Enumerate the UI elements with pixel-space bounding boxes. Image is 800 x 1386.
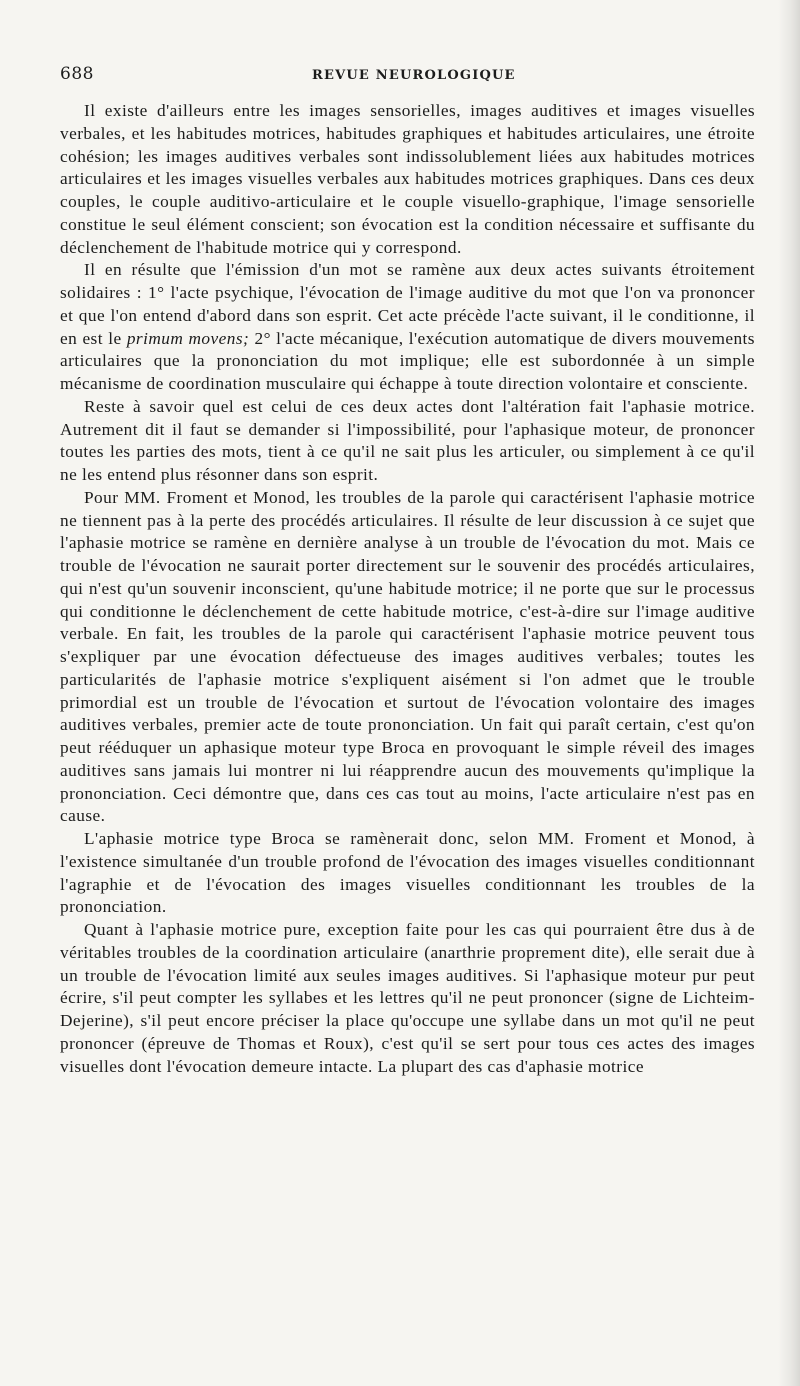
paragraph: L'aphasie motrice type Broca se ramènerait donc, selon MM. Froment et Monod, à l'existence simultanée d'un trouble profond de l'évocation des images visuelles conditionnant l'agraphie et de l'évocation des images visuelles conditionnant les troubles de la prononciation. [60,829,755,917]
page-edge-shadow [778,0,800,1386]
paragraph: Quant à l'aphasie motrice pure, exception faite pour les cas qui pourraient être dus à de véritables troubles de la coordination articulaire (anarthrie proprement dite), elle serait due à un trouble de l'évocation limité aux seules images auditives. Si l'aphasique moteur pur peut écrire, s'il peut compter les syllabes et les lettres qu'il ne peut prononcer (signe de Lichteim-Dejerine), s'il peut encore préciser la place qu'occupe une syllabe dans un mot qu'il ne peut prononcer (épreuve de Thomas et Roux), c'est qu'il se sert pour tous ces actes des images visuelles dont l'évocation demeure intacte. La plupart des cas d'aphasie motrice [60,920,755,1076]
paragraph: Pour MM. Froment et Monod, les troubles de la parole qui caractérisent l'aphasie motrice ne tiennent pas à la perte des procédés articulaires. Il résulte de leur discussion à ce sujet que l'aphasie motrice se ramène en dernière analyse à un trouble de l'évocation du mot. Mais ce trouble de l'évocation ne saurait porter directement sur le souvenir des procédés articulaires, qui n'est qu'un souvenir inconscient, qu'une habitude motrice; il ne porte que sur le processus qui conditionne le déclenchement de cette habitude motrice, c'est-à-dire sur l'image auditive verbale. En fait, les troubles de la parole qui caractérisent l'aphasie motrice peuvent tous s'expliquer par une évocation défectueuse des images auditives verbales; toutes les particularités de l'aphasie motrice s'expliquent aisément si l'on admet que le trouble primordial est un trouble de l'évocation et surtout de l'évocation volontaire des images auditives verbales, premier acte de toute prononciation. Un fait qui paraît certain, c'est qu'on peut rééduquer un aphasique moteur type Broca en provoquant le simple réveil des images auditives sans jamais lui montrer ni lui réapprendre aucun des mouvements qu'implique la prononciation. Ceci démontre que, dans ces cas tout au moins, l'acte articulaire n'est pas en cause. [60,487,755,826]
latin-emphasis: primum movens; [126,328,250,348]
paragraph-text: 2° l'acte mécanique, l'exécution automatique de divers mouvements articulaires que la prononciation du mot implique; elle est subordonnée à un simple mécanisme de coordination musculaire qui échappe à toute direction volontaire et consciente. [60,328,755,393]
paragraph: Il existe d'ailleurs entre les images sensorielles, images auditives et images visuelles verbales, et les habitudes motrices, habitudes graphiques et habitudes articulaires, une étroite cohésion; les images auditives verbales sont indissolublement liées aux habitudes motrices articulaires et les images visuelles verbales aux habitudes motrices graphiques. Dans ces deux couples, le couple auditivo-articulaire et le couple visuello-graphique, l'image sensorielle constitue le seul élément conscient; son évocation est la condition nécessaire et suffisante du déclenchement de l'habitude motrice qui y correspond. [60,101,755,257]
paragraph: Reste à savoir quel est celui de ces deux actes dont l'altération fait l'aphasie motrice. Autrement dit il faut se demander si l'impossibilité, pour l'aphasique moteur, de prononcer toutes les parties des mots, tient à ce qu'il ne sait plus les articuler, ou simplement à ce qu'il ne les entend plus résonner dans son esprit. [60,396,755,484]
running-title: REVUE NEUROLOGIQUE [312,68,516,83]
page-number: 688 [60,64,94,84]
article-body [60,100,755,1078]
paragraph [60,259,755,396]
page-header [60,64,760,88]
paragraph-text: Il en résulte que l'émission d'un mot se ramène aux deux actes suivants étroitement solidaires : 1° l'acte psychique, l'évocation de l'image auditive du mot que l'on va prononcer et que l'on entend d'abord dans son esprit. Cet acte précède l'acte suivant, il le conditionne, il en est le [60,260,755,348]
